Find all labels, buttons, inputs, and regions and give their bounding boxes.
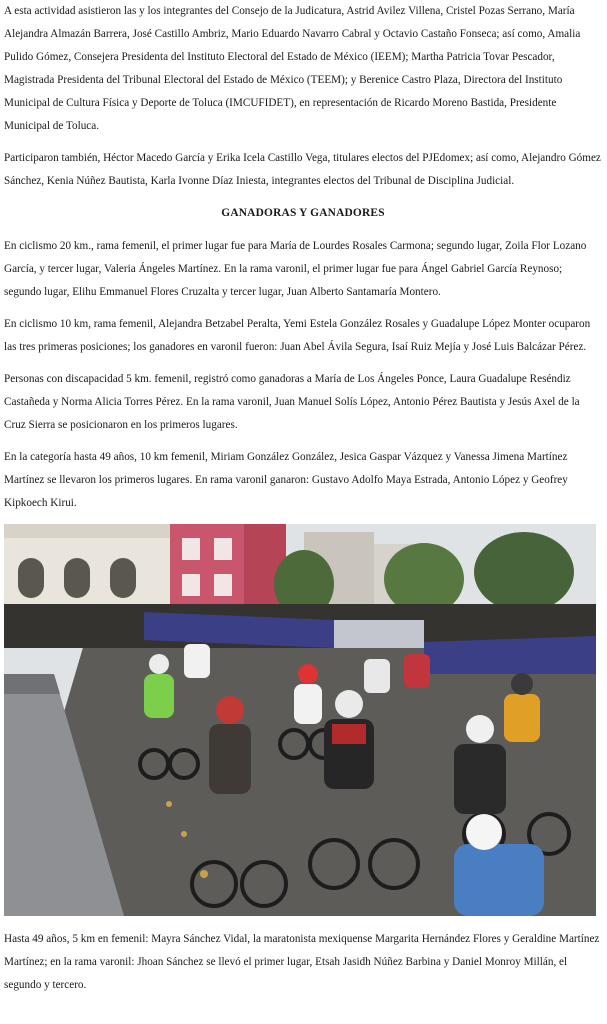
cycling-race-photo-illustration — [4, 524, 596, 916]
paragraph-cycling-10km: En ciclismo 10 km, rama femenil, Alejandra Betzabel Peralta, Yemi Estela González Rosales y Guadalupe López Monter ocuparon las tres primeras posiciones; los ganadores en varonil fueron: Juan Abel Ávila Segura, Isaí Ruiz Mejía y José Luis Balcázar Pérez. — [4, 318, 591, 353]
paragraph-under-49-10km: En la categoría hasta 49 años, 10 km femenil, Miriam González González, Jesica Gaspar Vázquez y Vanessa Jimena Martínez Martínez se llevaron los primeros lugares. En rama varonil ganaron: Gustavo Adolfo Maya Estrada, Antonio López y Geofrey Kipkoech Kirui. — [4, 451, 568, 509]
paragraph-cycling-20km: En ciclismo 20 km., rama femenil, el primer lugar fue para María de Lourdes Rosales Carmona; segundo lugar, Zoila Flor Lozano García, y tercer lugar, Valeria Ángeles Martínez. En la rama varonil, el primer lugar fue para Ángel Gabriel García Reynoso; segundo lugar, Elihu Emmanuel Flores Cruzalta y tercer lugar, Juan Alberto Santamaría Montero. — [4, 240, 587, 298]
paragraph-attendees: A esta actividad asistieron las y los integrantes del Consejo de la Judicatura, Astrid Avilez Villena, Cristel Pozas Serrano, María Alejandra Almazán Barrera, José Castillo Ambriz, Mario Eduardo Navarro Cabral y Octavio Castaño Fonseca; así como, Amalia Pulido Gómez, Consejera Presidenta del Instituto Electoral del Estado de México (IEEM); Martha Patricia Tovar Pescador, Magistrada Presidenta del Tribunal Electoral del Estado de México (TEEM); y Berenice Castro Plaza, Directora del Instituto Municipal de Cultura Física y Deporte de Toluca (IMCUFIDET), en representación de Ricardo Moreno Bastida, Presidente Municipal de Toluca. — [4, 5, 581, 132]
cycling-race-photo — [4, 524, 596, 916]
paragraph-disability-5km: Personas con discapacidad 5 km. femenil, registró como ganadoras a María de Los Ángeles Ponce, Laura Guadalupe Reséndiz Castañeda y Norma Alicia Torres Pérez. En la rama varonil, Juan Manuel Solís López, Antonio Pérez Bautista y Jesús Axel de la Cruz Sierra se posicionaron en los primeros lugares. — [4, 373, 580, 431]
section-heading-winners: GANADORAS Y GANADORES — [221, 207, 385, 219]
paragraph-under-49-5km: Hasta 49 años, 5 km en femenil: Mayra Sánchez Vidal, la maratonista mexiquense Margarita Hernández Flores y Geraldine Martínez Martínez; en la rama varonil: Jhoan Sánchez se llevó el primer lugar, Etsah Jasidh Núñez Barbina y Daniel Monroy Millán, el segundo y tercero. — [4, 933, 600, 991]
paragraph-elected-participants: Participaron también, Héctor Macedo García y Erika Icela Castillo Vega, titulares electos del PJEdomex; así como, Alejandro Gómez Sánchez, Kenia Núñez Bautista, Karla Ivonne Díaz Iniesta, integrantes electos del Tribunal de Disciplina Judicial. — [4, 152, 601, 187]
